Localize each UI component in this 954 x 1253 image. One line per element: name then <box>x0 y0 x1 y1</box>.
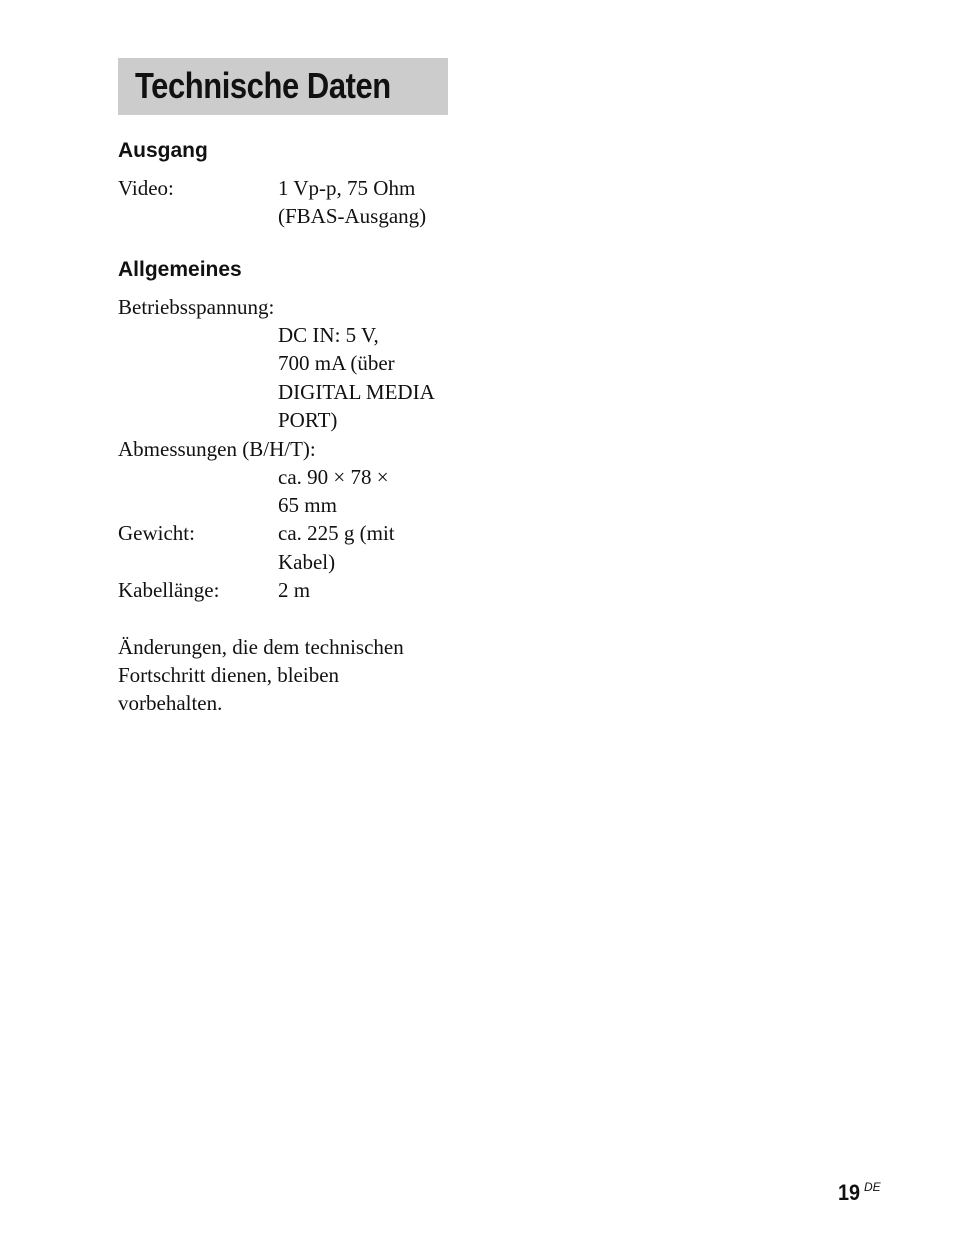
section-heading-ausgang: Ausgang <box>118 139 208 162</box>
spec-label-betriebsspannung: Betriebsspannung: <box>118 295 275 319</box>
spec-value-abmessungen-line2: 65 mm <box>278 493 337 517</box>
spec-value-betriebsspannung-line4: PORT) <box>278 408 338 432</box>
spec-value-betriebsspannung-line2: 700 mA (über <box>278 351 395 375</box>
note-line-3: vorbehalten. <box>118 691 223 715</box>
spec-value-video-line1: 1 Vp-p, 75 Ohm <box>278 176 416 200</box>
spec-value-video-line2: (FBAS-Ausgang) <box>278 204 427 228</box>
spec-value-betriebsspannung-line3: DIGITAL MEDIA <box>278 380 435 404</box>
spec-label-abmessungen: Abmessungen (B/H/T): <box>118 437 316 461</box>
page-number: 19 <box>838 1180 861 1205</box>
page-title: Technische Daten <box>135 65 391 106</box>
section-heading-allgemeines: Allgemeines <box>118 258 242 281</box>
spec-value-betriebsspannung-line1: DC IN: 5 V, <box>278 323 379 347</box>
spec-label-video: Video: <box>118 176 174 200</box>
page-title-box <box>118 58 448 115</box>
note-line-1: Änderungen, die dem technischen <box>118 635 404 659</box>
note-line-2: Fortschritt dienen, bleiben <box>118 663 340 687</box>
spec-value-gewicht-line2: Kabel) <box>278 550 336 574</box>
page-language-code: DE <box>864 1180 881 1194</box>
spec-value-abmessungen-line1: ca. 90 × 78 × <box>278 465 389 489</box>
spec-label-kabellaenge: Kabellänge: <box>118 578 220 602</box>
spec-label-gewicht: Gewicht: <box>118 521 195 545</box>
spec-value-kabellaenge: 2 m <box>278 578 311 602</box>
spec-value-gewicht-line1: ca. 225 g (mit <box>278 521 395 545</box>
